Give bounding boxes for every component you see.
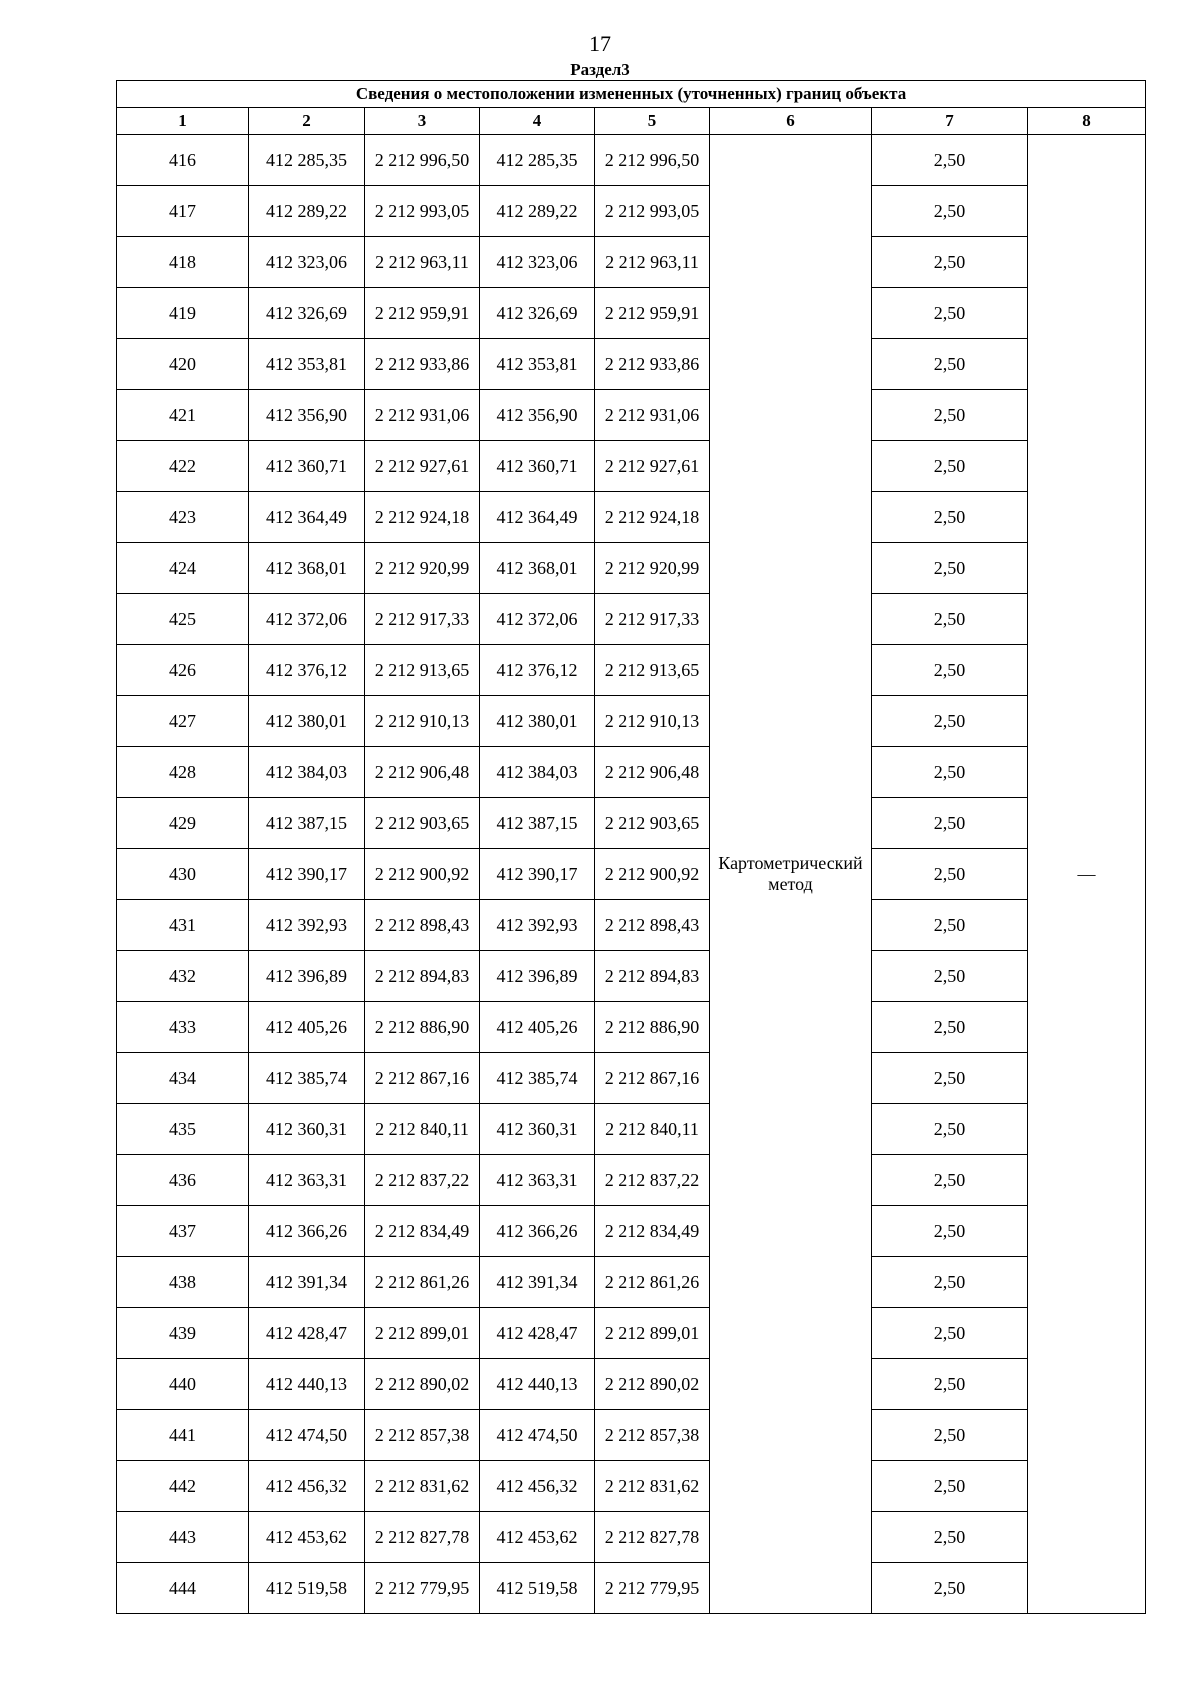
y-new-cell: 2 212 933,86 [595, 339, 710, 390]
y-old-cell: 2 212 831,62 [365, 1461, 480, 1512]
accuracy-cell: 2,50 [872, 1104, 1028, 1155]
accuracy-cell: 2,50 [872, 747, 1028, 798]
x-new-cell: 412 366,26 [480, 1206, 595, 1257]
x-new-cell: 412 440,13 [480, 1359, 595, 1410]
x-old-cell: 412 453,62 [249, 1512, 365, 1563]
x-old-cell: 412 519,58 [249, 1563, 365, 1614]
y-new-cell: 2 212 927,61 [595, 441, 710, 492]
table-row [117, 1308, 1146, 1359]
point-number-cell: 430 [117, 849, 249, 900]
x-new-cell: 412 387,15 [480, 798, 595, 849]
y-new-cell: 2 212 779,95 [595, 1563, 710, 1614]
table-row [117, 1359, 1146, 1410]
point-number-cell: 438 [117, 1257, 249, 1308]
y-old-cell: 2 212 963,11 [365, 237, 480, 288]
x-new-cell: 412 323,06 [480, 237, 595, 288]
y-old-cell: 2 212 899,01 [365, 1308, 480, 1359]
x-old-cell: 412 428,47 [249, 1308, 365, 1359]
x-old-cell: 412 390,17 [249, 849, 365, 900]
y-old-cell: 2 212 906,48 [365, 747, 480, 798]
point-number-cell: 443 [117, 1512, 249, 1563]
table-row [117, 492, 1146, 543]
table-row [117, 237, 1146, 288]
x-new-cell: 412 326,69 [480, 288, 595, 339]
x-old-cell: 412 391,34 [249, 1257, 365, 1308]
x-new-cell: 412 384,03 [480, 747, 595, 798]
x-new-cell: 412 474,50 [480, 1410, 595, 1461]
x-new-cell: 412 353,81 [480, 339, 595, 390]
point-number-cell: 422 [117, 441, 249, 492]
y-new-cell: 2 212 890,02 [595, 1359, 710, 1410]
y-old-cell: 2 212 927,61 [365, 441, 480, 492]
column-number: 1 [117, 108, 249, 135]
point-number-cell: 427 [117, 696, 249, 747]
accuracy-cell: 2,50 [872, 1308, 1028, 1359]
table-row [117, 1410, 1146, 1461]
accuracy-cell: 2,50 [872, 186, 1028, 237]
accuracy-cell: 2,50 [872, 441, 1028, 492]
y-new-cell: 2 212 861,26 [595, 1257, 710, 1308]
accuracy-cell: 2,50 [872, 1410, 1028, 1461]
point-number-cell: 418 [117, 237, 249, 288]
point-number-cell: 440 [117, 1359, 249, 1410]
section-label: Раздел3 [570, 60, 630, 79]
y-old-cell: 2 212 920,99 [365, 543, 480, 594]
x-old-cell: 412 387,15 [249, 798, 365, 849]
y-new-cell: 2 212 827,78 [595, 1512, 710, 1563]
y-old-cell: 2 212 834,49 [365, 1206, 480, 1257]
x-new-cell: 412 285,35 [480, 135, 595, 186]
table-row [117, 186, 1146, 237]
y-new-cell: 2 212 931,06 [595, 390, 710, 441]
table-row [117, 1155, 1146, 1206]
y-old-cell: 2 212 993,05 [365, 186, 480, 237]
x-old-cell: 412 396,89 [249, 951, 365, 1002]
table-row [117, 135, 1146, 186]
y-old-cell: 2 212 900,92 [365, 849, 480, 900]
x-old-cell: 412 360,71 [249, 441, 365, 492]
x-old-cell: 412 289,22 [249, 186, 365, 237]
y-old-cell: 2 212 837,22 [365, 1155, 480, 1206]
y-old-cell: 2 212 857,38 [365, 1410, 480, 1461]
x-new-cell: 412 390,17 [480, 849, 595, 900]
x-old-cell: 412 326,69 [249, 288, 365, 339]
x-new-cell: 412 519,58 [480, 1563, 595, 1614]
x-old-cell: 412 360,31 [249, 1104, 365, 1155]
x-new-cell: 412 396,89 [480, 951, 595, 1002]
table-row [117, 798, 1146, 849]
y-old-cell: 2 212 827,78 [365, 1512, 480, 1563]
accuracy-cell: 2,50 [872, 1206, 1028, 1257]
y-old-cell: 2 212 886,90 [365, 1002, 480, 1053]
point-number-cell: 431 [117, 900, 249, 951]
point-number-cell: 444 [117, 1563, 249, 1614]
accuracy-cell: 2,50 [872, 798, 1028, 849]
point-number-cell: 428 [117, 747, 249, 798]
table-row [117, 441, 1146, 492]
y-old-cell: 2 212 917,33 [365, 594, 480, 645]
y-new-cell: 2 212 920,99 [595, 543, 710, 594]
coordinates-table [116, 80, 1146, 1614]
point-number-cell: 437 [117, 1206, 249, 1257]
x-new-cell: 412 360,31 [480, 1104, 595, 1155]
y-old-cell: 2 212 840,11 [365, 1104, 480, 1155]
accuracy-cell: 2,50 [872, 1257, 1028, 1308]
table-row [117, 1104, 1146, 1155]
y-new-cell: 2 212 963,11 [595, 237, 710, 288]
point-number-cell: 436 [117, 1155, 249, 1206]
note-cell: — [1028, 135, 1146, 1614]
accuracy-cell: 2,50 [872, 645, 1028, 696]
x-new-cell: 412 372,06 [480, 594, 595, 645]
x-new-cell: 412 385,74 [480, 1053, 595, 1104]
accuracy-cell: 2,50 [872, 594, 1028, 645]
column-number: 5 [595, 108, 710, 135]
accuracy-cell: 2,50 [872, 492, 1028, 543]
accuracy-cell: 2,50 [872, 1053, 1028, 1104]
accuracy-cell: 2,50 [872, 900, 1028, 951]
x-old-cell: 412 356,90 [249, 390, 365, 441]
x-old-cell: 412 384,03 [249, 747, 365, 798]
y-old-cell: 2 212 996,50 [365, 135, 480, 186]
x-new-cell: 412 392,93 [480, 900, 595, 951]
x-old-cell: 412 285,35 [249, 135, 365, 186]
x-old-cell: 412 440,13 [249, 1359, 365, 1410]
point-number-cell: 423 [117, 492, 249, 543]
accuracy-cell: 2,50 [872, 288, 1028, 339]
point-number-cell: 441 [117, 1410, 249, 1461]
x-new-cell: 412 363,31 [480, 1155, 595, 1206]
accuracy-cell: 2,50 [872, 1359, 1028, 1410]
x-old-cell: 412 363,31 [249, 1155, 365, 1206]
point-number-cell: 432 [117, 951, 249, 1002]
y-new-cell: 2 212 913,65 [595, 645, 710, 696]
point-number-cell: 424 [117, 543, 249, 594]
table-row [117, 543, 1146, 594]
x-old-cell: 412 364,49 [249, 492, 365, 543]
y-new-cell: 2 212 840,11 [595, 1104, 710, 1155]
y-old-cell: 2 212 903,65 [365, 798, 480, 849]
point-number-cell: 429 [117, 798, 249, 849]
y-new-cell: 2 212 910,13 [595, 696, 710, 747]
x-old-cell: 412 405,26 [249, 1002, 365, 1053]
y-new-cell: 2 212 903,65 [595, 798, 710, 849]
table-title: Сведения о местоположении измененных (уточненных) границ объекта [117, 81, 1146, 108]
accuracy-cell: 2,50 [872, 1155, 1028, 1206]
y-old-cell: 2 212 913,65 [365, 645, 480, 696]
x-old-cell: 412 376,12 [249, 645, 365, 696]
table-row [117, 951, 1146, 1002]
x-old-cell: 412 474,50 [249, 1410, 365, 1461]
column-number-row [117, 108, 1146, 135]
x-new-cell: 412 368,01 [480, 543, 595, 594]
x-old-cell: 412 353,81 [249, 339, 365, 390]
x-old-cell: 412 392,93 [249, 900, 365, 951]
column-number: 4 [480, 108, 595, 135]
y-new-cell: 2 212 831,62 [595, 1461, 710, 1512]
y-old-cell: 2 212 924,18 [365, 492, 480, 543]
y-old-cell: 2 212 867,16 [365, 1053, 480, 1104]
point-number-cell: 425 [117, 594, 249, 645]
accuracy-cell: 2,50 [872, 339, 1028, 390]
y-new-cell: 2 212 894,83 [595, 951, 710, 1002]
point-number-cell: 416 [117, 135, 249, 186]
accuracy-cell: 2,50 [872, 543, 1028, 594]
x-old-cell: 412 323,06 [249, 237, 365, 288]
x-new-cell: 412 360,71 [480, 441, 595, 492]
x-old-cell: 412 368,01 [249, 543, 365, 594]
y-new-cell: 2 212 959,91 [595, 288, 710, 339]
table-row [117, 1563, 1146, 1614]
y-new-cell: 2 212 993,05 [595, 186, 710, 237]
method-cell: Картометрический метод [710, 135, 872, 1614]
y-new-cell: 2 212 867,16 [595, 1053, 710, 1104]
y-old-cell: 2 212 933,86 [365, 339, 480, 390]
column-number: 3 [365, 108, 480, 135]
x-new-cell: 412 356,90 [480, 390, 595, 441]
x-new-cell: 412 428,47 [480, 1308, 595, 1359]
column-number: 8 [1028, 108, 1146, 135]
y-old-cell: 2 212 890,02 [365, 1359, 480, 1410]
table-row [117, 1002, 1146, 1053]
y-new-cell: 2 212 834,49 [595, 1206, 710, 1257]
point-number-cell: 434 [117, 1053, 249, 1104]
table-row [117, 1053, 1146, 1104]
y-new-cell: 2 212 899,01 [595, 1308, 710, 1359]
x-new-cell: 412 453,62 [480, 1512, 595, 1563]
table-row [117, 1512, 1146, 1563]
y-old-cell: 2 212 910,13 [365, 696, 480, 747]
x-new-cell: 412 364,49 [480, 492, 595, 543]
x-new-cell: 412 376,12 [480, 645, 595, 696]
x-new-cell: 412 380,01 [480, 696, 595, 747]
x-old-cell: 412 385,74 [249, 1053, 365, 1104]
point-number-cell: 435 [117, 1104, 249, 1155]
y-old-cell: 2 212 894,83 [365, 951, 480, 1002]
x-new-cell: 412 456,32 [480, 1461, 595, 1512]
y-new-cell: 2 212 837,22 [595, 1155, 710, 1206]
point-number-cell: 433 [117, 1002, 249, 1053]
column-number: 2 [249, 108, 365, 135]
table-row [117, 900, 1146, 951]
y-new-cell: 2 212 924,18 [595, 492, 710, 543]
accuracy-cell: 2,50 [872, 1461, 1028, 1512]
y-new-cell: 2 212 898,43 [595, 900, 710, 951]
table-row [117, 390, 1146, 441]
table-row [117, 645, 1146, 696]
x-new-cell: 412 289,22 [480, 186, 595, 237]
y-new-cell: 2 212 886,90 [595, 1002, 710, 1053]
accuracy-cell: 2,50 [872, 390, 1028, 441]
x-old-cell: 412 380,01 [249, 696, 365, 747]
table-row [117, 747, 1146, 798]
table-row [117, 1206, 1146, 1257]
table-row [117, 849, 1146, 900]
x-old-cell: 412 456,32 [249, 1461, 365, 1512]
column-number: 6 [710, 108, 872, 135]
y-old-cell: 2 212 861,26 [365, 1257, 480, 1308]
x-new-cell: 412 391,34 [480, 1257, 595, 1308]
y-new-cell: 2 212 900,92 [595, 849, 710, 900]
x-old-cell: 412 372,06 [249, 594, 365, 645]
point-number-cell: 439 [117, 1308, 249, 1359]
page-number: 17 [589, 31, 611, 56]
table-row [117, 1461, 1146, 1512]
table-row [117, 696, 1146, 747]
y-new-cell: 2 212 996,50 [595, 135, 710, 186]
y-old-cell: 2 212 779,95 [365, 1563, 480, 1614]
accuracy-cell: 2,50 [872, 1512, 1028, 1563]
accuracy-cell: 2,50 [872, 951, 1028, 1002]
point-number-cell: 420 [117, 339, 249, 390]
point-number-cell: 421 [117, 390, 249, 441]
point-number-cell: 417 [117, 186, 249, 237]
y-new-cell: 2 212 857,38 [595, 1410, 710, 1461]
table-row [117, 288, 1146, 339]
accuracy-cell: 2,50 [872, 1002, 1028, 1053]
accuracy-cell: 2,50 [872, 849, 1028, 900]
point-number-cell: 426 [117, 645, 249, 696]
accuracy-cell: 2,50 [872, 696, 1028, 747]
y-new-cell: 2 212 917,33 [595, 594, 710, 645]
accuracy-cell: 2,50 [872, 1563, 1028, 1614]
table-row [117, 339, 1146, 390]
table-row [117, 1257, 1146, 1308]
accuracy-cell: 2,50 [872, 237, 1028, 288]
table-row [117, 594, 1146, 645]
y-new-cell: 2 212 906,48 [595, 747, 710, 798]
column-number: 7 [872, 108, 1028, 135]
x-old-cell: 412 366,26 [249, 1206, 365, 1257]
accuracy-cell: 2,50 [872, 135, 1028, 186]
point-number-cell: 442 [117, 1461, 249, 1512]
y-old-cell: 2 212 931,06 [365, 390, 480, 441]
y-old-cell: 2 212 898,43 [365, 900, 480, 951]
x-new-cell: 412 405,26 [480, 1002, 595, 1053]
y-old-cell: 2 212 959,91 [365, 288, 480, 339]
point-number-cell: 419 [117, 288, 249, 339]
